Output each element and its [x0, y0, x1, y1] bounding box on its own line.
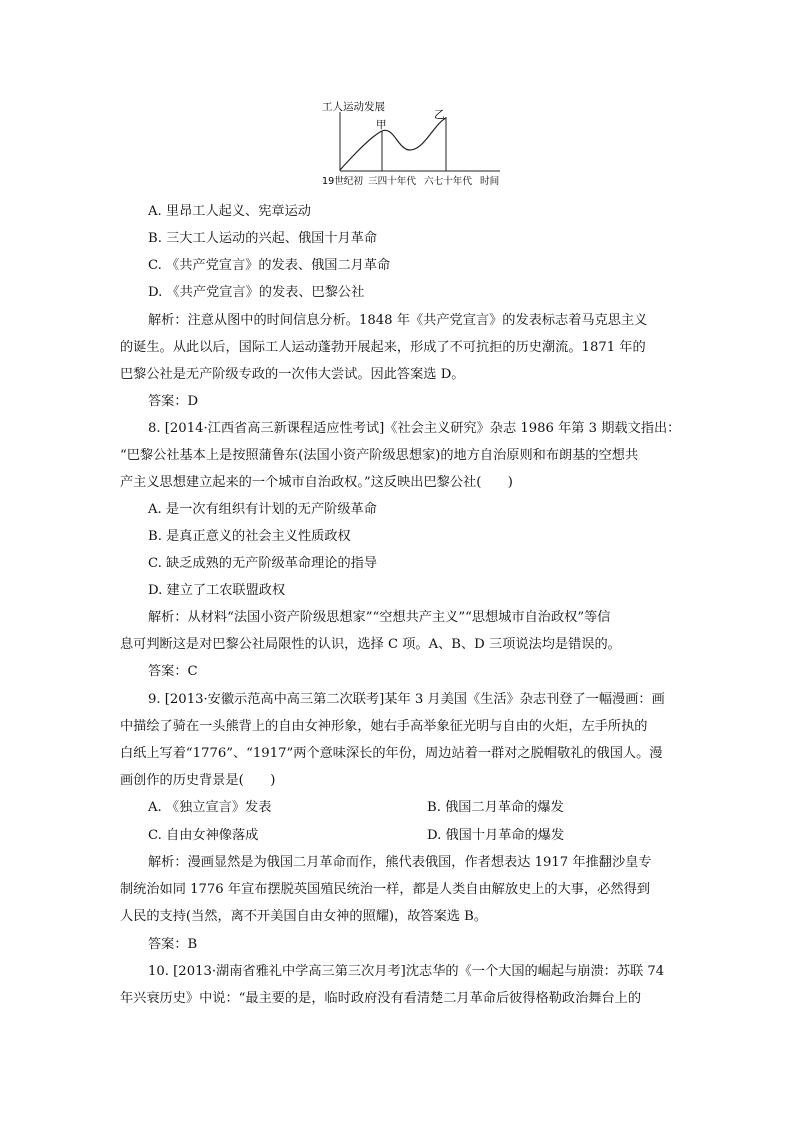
- x-tick-2: 三四十年代: [368, 176, 416, 187]
- q7-analysis-line-1: 解析：注意从图中的时间信息分析。1848 年《共产党宣言》的发表标志着马克思主义: [148, 313, 648, 328]
- q7-analysis-line-2: 的诞生。从此以后，国际工人运动蓬勃开展起来，形成了不可抗拒的历史潮流。1871 年的: [120, 340, 646, 355]
- q9-stem-line-4: 画创作的历史背景是( ): [120, 773, 276, 788]
- q9-stem-line-3: 白纸上写着“1776”、“1917”两个意味深长的年份，周边站着一群对之脱帽敬礼的俄国人。漫: [120, 746, 663, 761]
- labor-movement-figure: [318, 98, 510, 190]
- point-a-label: 甲: [376, 119, 387, 131]
- q7-option-a: A. 里昂工人起义、宪章运动: [148, 204, 311, 219]
- x-tick-3: 六七十年代: [424, 176, 472, 187]
- q9-option-a: A. 《独立宣言》发表: [148, 800, 272, 815]
- q7-option-d: D. 《共产党宣言》的发表、巴黎公社: [148, 285, 365, 300]
- labor-movement-curve-diagram: [318, 98, 510, 190]
- q9-stem-line-1: 9. [2013·安徽示范高中高三第二次联考]某年 3 月美国《生活》杂志刊登了一幅漫画：画: [148, 692, 665, 707]
- q8-option-a: A. 是一次有组织有计划的无产阶级革命: [148, 502, 377, 517]
- movement-curve: [340, 118, 446, 170]
- q9-option-b: B. 俄国二月革命的爆发: [427, 800, 564, 815]
- x-tick-1: 19世纪初: [322, 176, 363, 187]
- q8-answer: 答案：C: [148, 664, 198, 679]
- q8-stem-line-2: “巴黎公社基本上是按照蒲鲁东(法国小资产阶级思想家)的地方自治原则和布朗基的空想共: [120, 448, 639, 463]
- q9-option-c: C. 自由女神像落成: [148, 828, 259, 843]
- q10-stem-line-1: 10. [2013·湖南省雅礼中学高三第三次月考]沈志华的《一个大国的崛起与崩溃：苏联 74: [148, 964, 665, 979]
- q8-option-b: B. 是真正意义的社会主义性质政权: [148, 529, 351, 544]
- q7-answer: 答案：D: [148, 394, 199, 409]
- q9-analysis-line-2: 制统治如同 1776 年宣布摆脱英国殖民统治一样，都是人类自由解放史上的大事，必然得到: [120, 882, 650, 897]
- q9-stem-line-2: 中描绘了骑在一头熊背上的自由女神形象，她右手高举象征光明与自由的火炬，左手所执的: [120, 719, 648, 734]
- x-axis-label: 时间: [480, 176, 500, 187]
- q8-analysis-line-2: 息可判断这是对巴黎公社局限性的认识，选择 C 项。A、B、D 三项说法均是错误的。: [120, 637, 621, 652]
- q9-analysis-line-1: 解析：漫画显然是为俄国二月革命而作，熊代表俄国，作者想表达 1917 年推翻沙皇专: [148, 855, 652, 870]
- q7-analysis-line-3: 巴黎公社是无产阶级专政的一次伟大尝试。因此答案选 D。: [120, 367, 465, 382]
- q10-stem-line-2: 年兴衰历史》中说：“最主要的是，临时政府没有看清楚二月革命后彼得格勒政治舞台上的: [120, 991, 642, 1006]
- q8-stem-line-3: 产主义思想建立起来的一个城市自治政权。”这反映出巴黎公社( ): [120, 475, 513, 490]
- q7-option-c: C. 《共产党宣言》的发表、俄国二月革命: [148, 258, 391, 273]
- q9-answer: 答案：B: [148, 937, 198, 952]
- point-b-label: 乙: [434, 108, 445, 121]
- q8-analysis-line-1: 解析：从材料“法国小资产阶级思想家”“空想共产主义”“思想城市自治政权”等信: [148, 610, 611, 625]
- q8-option-d: D. 建立了工农联盟政权: [148, 583, 286, 598]
- q8-stem-line-1: 8. [2014·江西省高三新课程适应性考试]《社会主义研究》杂志 1986 年第 3 期载文指出：: [148, 421, 681, 436]
- q9-option-d: D. 俄国十月革命的爆发: [427, 828, 565, 843]
- q8-option-c: C. 缺乏成熟的无产阶级革命理论的指导: [148, 556, 378, 571]
- q9-analysis-line-3: 人民的支持(当然，离不开美国自由女神的照耀)，故答案选 B。: [120, 909, 488, 924]
- q7-option-b: B. 三大工人运动的兴起、俄国十月革命: [148, 231, 378, 246]
- y-axis-label: 工人运动发展: [322, 101, 385, 113]
